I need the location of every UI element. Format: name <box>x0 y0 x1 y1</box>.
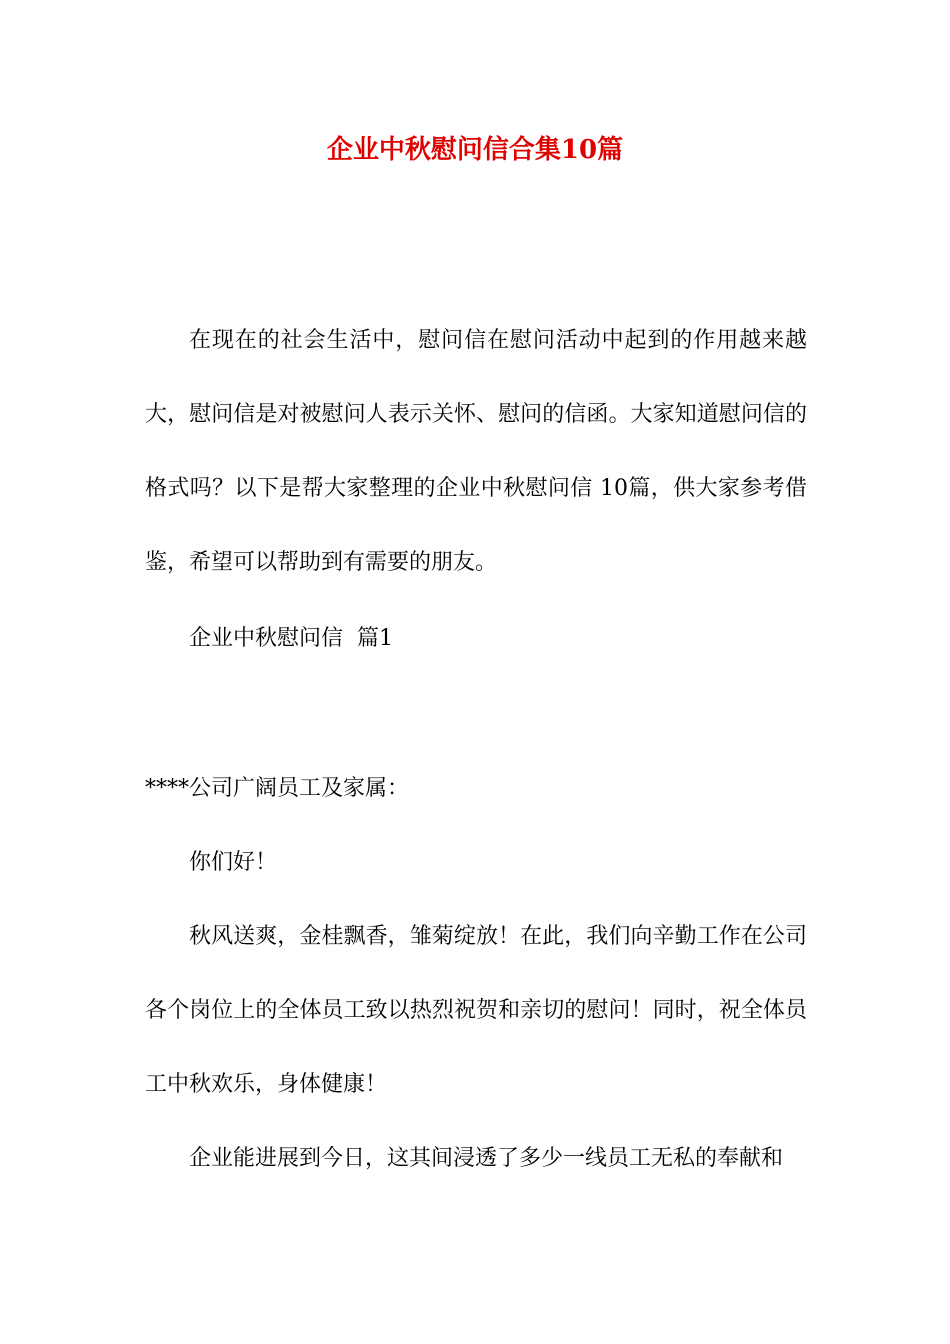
intro-paragraph: 在现在的社会生活中，慰问信在慰问活动中起到的作用越来越大，慰问信是对被慰问人表示关怀、慰问的信函。大家知道慰问信的格式吗？以下是帮大家整理的企业中秋慰问信 10篇，供大家参考借鉴，希望可以帮助到有需要的朋友。 <box>145 328 807 575</box>
letter-greeting: 你们好！ <box>189 850 278 875</box>
body-paragraph-1: 秋风送爽，金桂飘香，雏菊绽放！在此，我们向辛勤工作在公司各个岗位上的全体员工致以热烈祝贺和亲切的慰问！同时，祝全体员工中秋欢乐，身体健康！ <box>145 924 807 1097</box>
section-heading: 企业中秋慰问信 篇1 <box>189 626 393 651</box>
letter-salutation: ****公司广阔员工及家属： <box>145 776 410 801</box>
document-title: 企业中秋慰问信合集10篇 <box>326 135 624 165</box>
body-paragraph-2: 企业能进展到今日，这其间浸透了多少一线员工无私的奉献和 <box>189 1146 784 1171</box>
